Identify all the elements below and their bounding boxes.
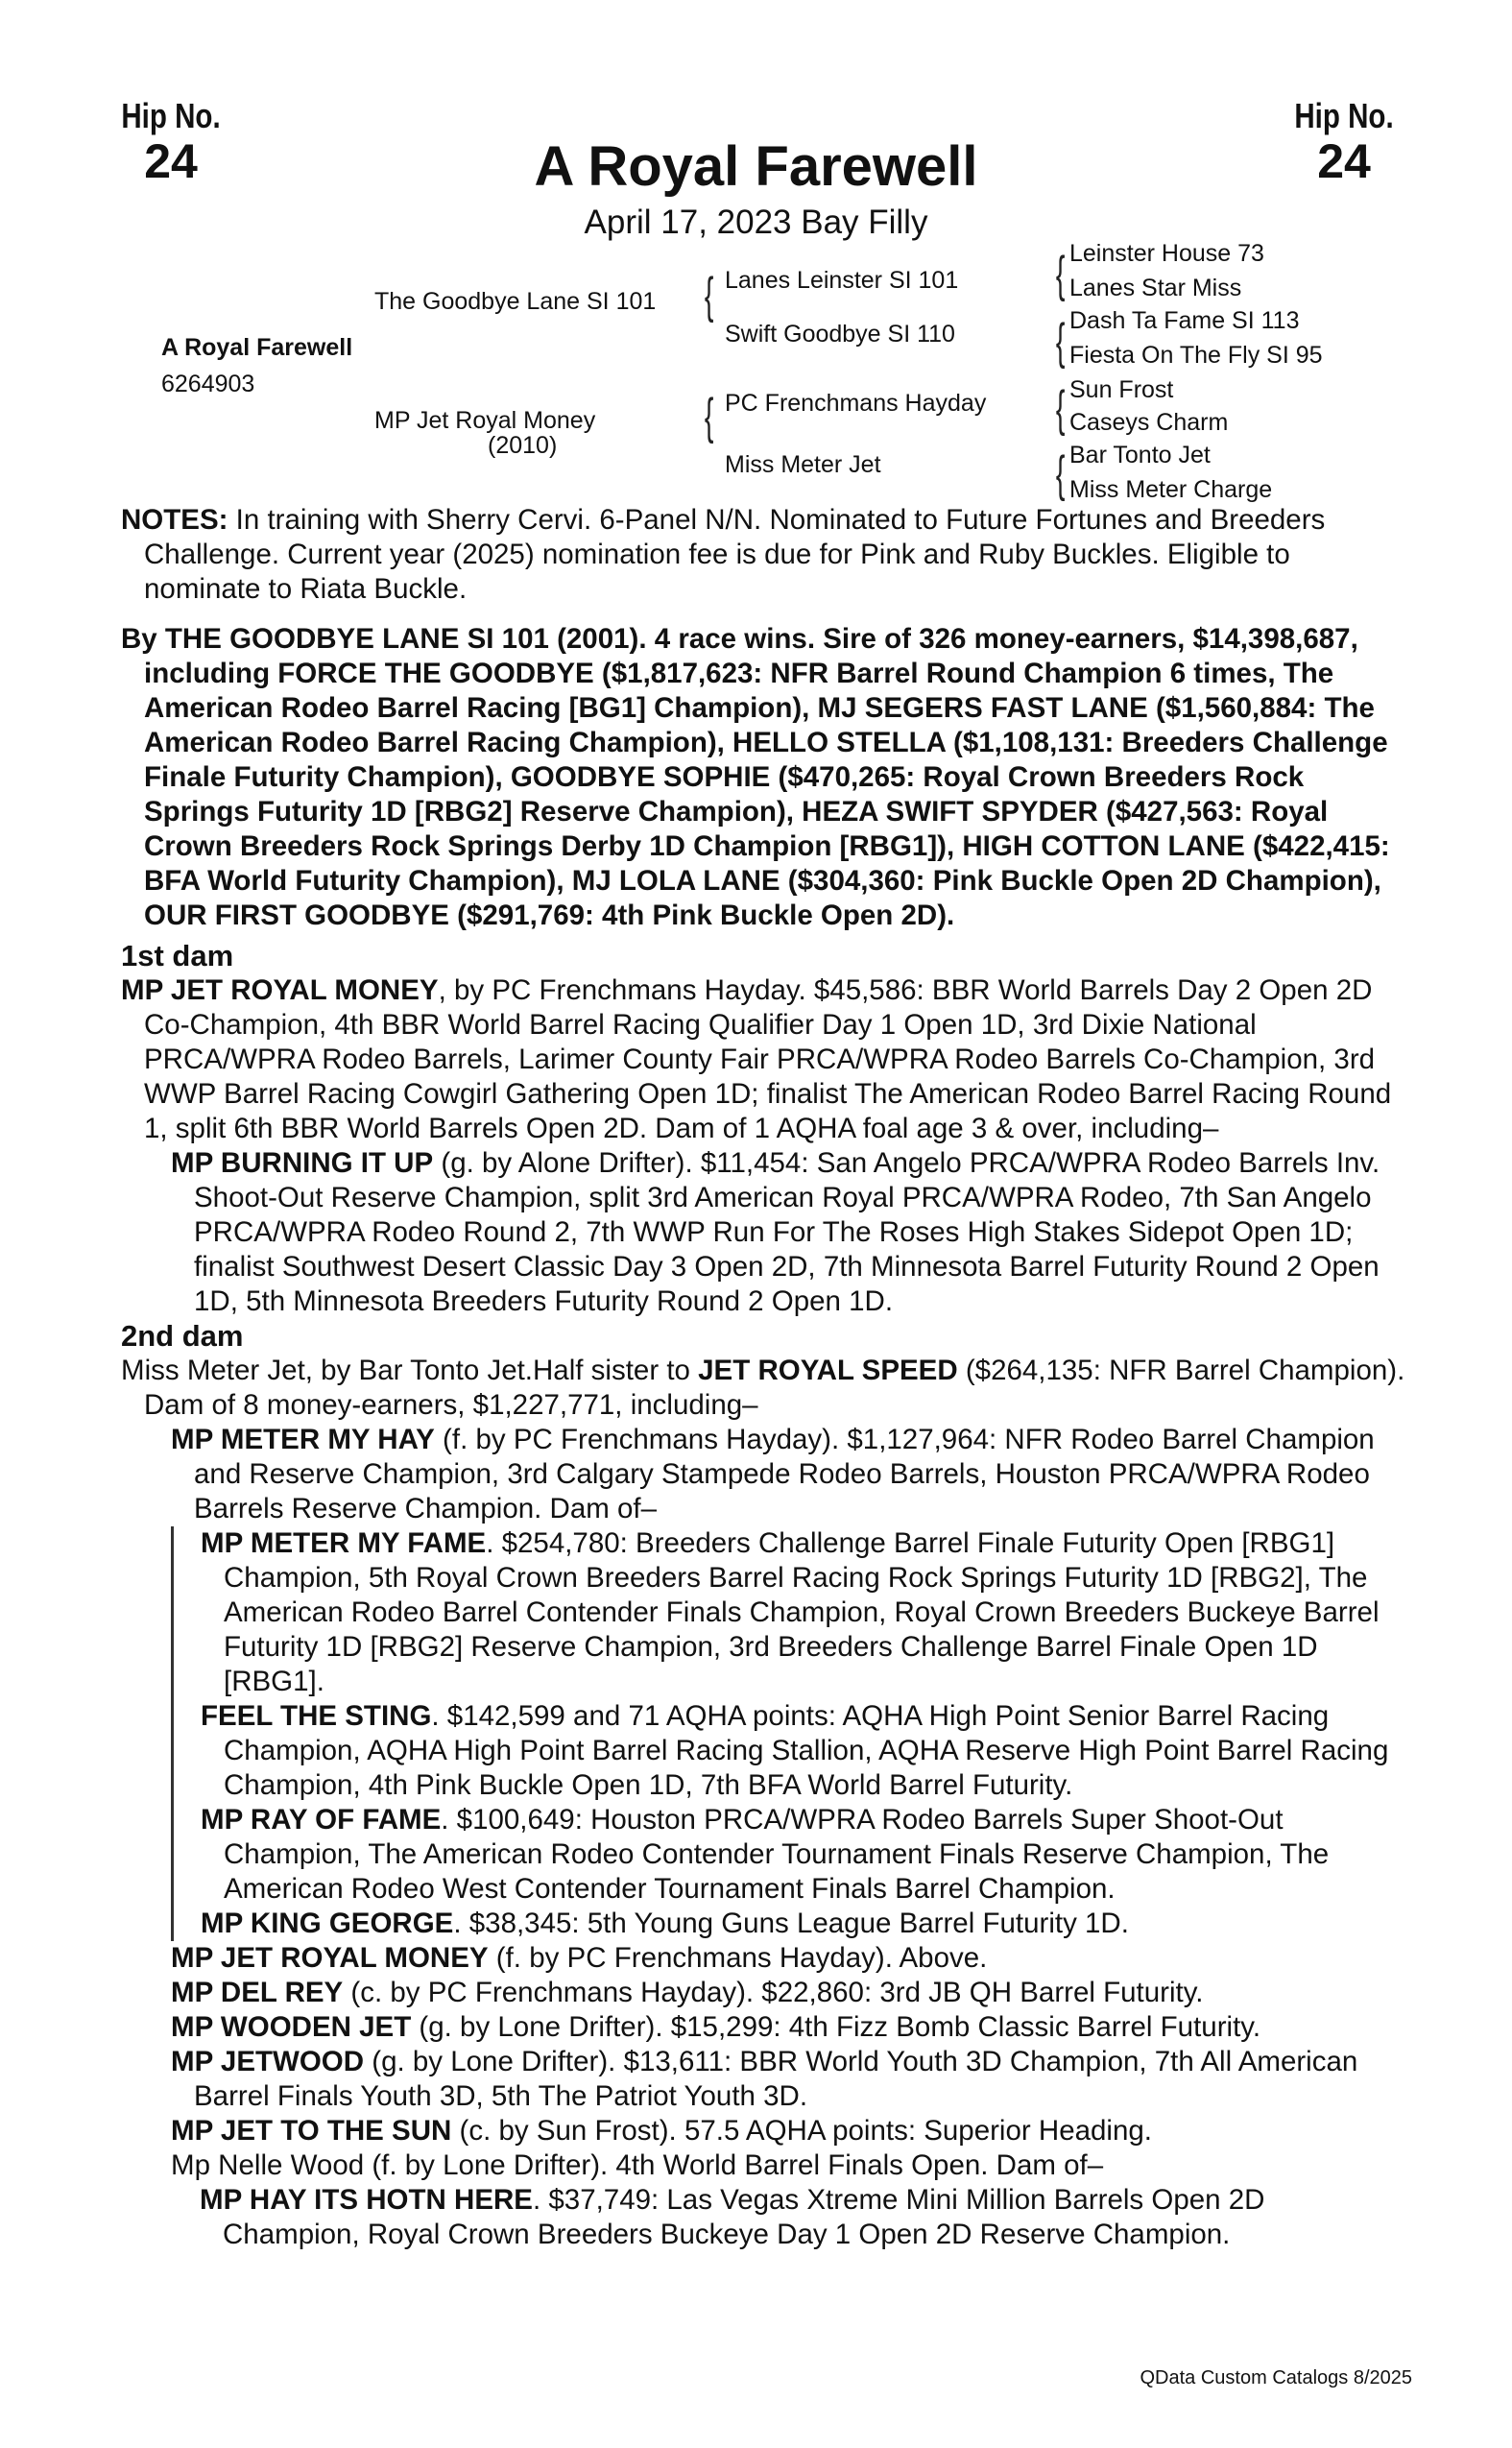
grand-foal-name: MP RAY OF FAME bbox=[201, 1804, 442, 1836]
foal-name: MP JET TO THE SUN bbox=[171, 2115, 452, 2147]
brace: { bbox=[1055, 446, 1066, 502]
brace: { bbox=[1055, 247, 1066, 302]
first-dam-name: MP JET ROYAL MONEY bbox=[121, 974, 439, 1006]
grand-foal bbox=[201, 1526, 1407, 1699]
pedigree-dds: Bar Tonto Jet bbox=[1069, 442, 1211, 468]
foal-name: MP JET ROYAL MONEY bbox=[171, 1942, 489, 1974]
pedigree-sss: Leinster House 73 bbox=[1069, 240, 1264, 267]
foal-text: (g. by Lone Drifter). $13,611: BBR World Youth 3D Champion, 7th All American Barrel Finals Youth 3D, 5th The Patriot Youth 3D. bbox=[194, 2046, 1358, 2112]
page-title: A Royal Farewell bbox=[534, 135, 978, 198]
pedigree-sdd: Fiesta On The Fly SI 95 bbox=[1069, 342, 1323, 369]
catalog-body bbox=[121, 503, 1407, 2252]
second-dam-foal bbox=[171, 2045, 1407, 2114]
foal-text: . $37,749: Las Vegas Xtreme Mini Million Barrels Open 2D Champion, Royal Crown Breeders Buckeye Day 1 Open 2D Reserve Champion. bbox=[223, 2184, 1265, 2250]
brace: { bbox=[704, 268, 714, 324]
foal-name: MP BURNING IT UP bbox=[171, 1147, 434, 1179]
foal-name: MP METER MY HAY bbox=[171, 1424, 435, 1455]
pedigree-subject: A Royal Farewell bbox=[161, 334, 353, 361]
pedigree-dam-sire: PC Frenchmans Hayday bbox=[725, 390, 987, 417]
second-dam-foal bbox=[171, 1976, 1407, 2010]
pedigree-dss: Sun Frost bbox=[1069, 376, 1174, 403]
foal-text: (g. by Alone Drifter). $11,454: San Angelo PRCA/WPRA Rodeo Barrels Inv. Shoot-Out Reserve Champion, split 3rd American Royal PRCA/WPRA Rodeo, 7th San Angelo PRCA/WPRA Rodeo Round 2, 7th WWP Run For The Roses High Stakes Sidepot Open 1D; finalist Southwest Desert Classic Day 3 Open 2D, 7th Minnesota Barrel Futurity Round 2 Open 1D, 5th Minnesota Breeders Futurity Round 2 Open 1D. bbox=[194, 1147, 1380, 1317]
first-dam-text: , by PC Frenchmans Hayday. $45,586: BBR World Barrels Day 2 Open 2D Co-Champion, 4th BBR World Barrel Racing Qualifier Day 1 Open 1D, 3rd Dixie National PRCA/WPRA Rodeo Barrels, Larimer County Fair PRCA/WPRA Rodeo Barrels Co-Champion, 3rd WWP Barrel Racing Cowgirl Gathering Open 1D; finalist The American Rodeo Barrel Racing Round 1, split 6th BBR World Barrels Open 2D. Dam of 1 AQHA foal age 3 & over, including– bbox=[144, 974, 1392, 1144]
pedigree-sds: Dash Ta Fame SI 113 bbox=[1069, 307, 1300, 334]
pedigree-dam-dam: Miss Meter Jet bbox=[725, 451, 881, 478]
second-dam-foal bbox=[171, 2010, 1407, 2045]
foal-text: (f. by PC Frenchmans Hayday). Above. bbox=[488, 1942, 988, 1974]
foal-text: (c. by PC Frenchmans Hayday). $22,860: 3rd JB QH Barrel Futurity. bbox=[343, 1977, 1204, 2008]
second-dam-foal: Mp Nelle Wood (f. by Lone Drifter). 4th World Barrel Finals Open. Dam of– bbox=[171, 2149, 1104, 2181]
second-dam-foal bbox=[171, 1941, 1407, 1976]
pedigree-sire-dam: Swift Goodbye SI 110 bbox=[725, 321, 955, 348]
second-dam-heading: 2nd dam bbox=[121, 1319, 244, 1353]
brace: { bbox=[1055, 381, 1066, 437]
foal-name: MP JETWOOD bbox=[171, 2046, 365, 2077]
foal-text: (f. by PC Frenchmans Hayday). $1,127,964: NFR Rodeo Barrel Champion and Reserve Champion, 3rd Calgary Stampede Rodeo Barrels, Houston PRCA/WPRA Rodeo Barrels Reserve Champion. Dam of– bbox=[194, 1424, 1375, 1524]
foal-name: MP WOODEN JET bbox=[171, 2011, 412, 2043]
grand-foal-name: MP KING GEORGE bbox=[201, 1908, 454, 1939]
foal-name: MP HAY ITS HOTN HERE bbox=[200, 2184, 533, 2216]
grand-foal-text: . $38,345: 5th Young Guns League Barrel Futurity 1D. bbox=[453, 1908, 1129, 1939]
grand-foal-group bbox=[171, 1526, 1407, 1941]
grand-foal bbox=[201, 1803, 1407, 1907]
foal-text: (c. by Sun Frost). 57.5 AQHA points: Superior Heading. bbox=[451, 2115, 1152, 2147]
pedigree-dam-year: (2010) bbox=[488, 432, 558, 459]
foaling-info: April 17, 2023 Bay Filly bbox=[584, 204, 928, 241]
grand-foal-name: MP METER MY FAME bbox=[201, 1527, 487, 1559]
sibling-name: JET ROYAL SPEED bbox=[698, 1355, 958, 1386]
sibling-text: ($264,135: NFR Barrel Champion). Dam of 8 money-earners, $1,227,771, including– bbox=[144, 1355, 1405, 1421]
hip-number: 24 bbox=[1317, 134, 1371, 188]
foal-text: (g. by Lone Drifter). $15,299: 4th Fizz Bomb Classic Barrel Futurity. bbox=[411, 2011, 1261, 2043]
sire-paragraph: By THE GOODBYE LANE SI 101 (2001). 4 race wins. Sire of 326 money-earners, $14,398,687, including FORCE THE GOODBYE ($1,817,623: NFR Barrel Round Champion 6 times, The American Rodeo Barrel Racing [BG1] Champion), MJ SEGERS FAST LANE ($1,560,884: The American Rodeo Barrel Racing Champion), HELLO STELLA ($1,108,131: Breeders Challenge Finale Futurity Champion), GOODBYE SOPHIE ($470,265: Royal Crown Breeders Rock Springs Futurity 1D [RBG2] Reserve Champion), HEZA SWIFT SPYDER ($427,563: Royal Crown Breeders Rock Springs Derby 1D Champion [RBG1]), HIGH COTTON LANE ($422,415: BFA World Futurity Champion), MJ LOLA LANE ($304,360: Pink Buckle Open 2D Champion), OUR FIRST GOODBYE ($291,769: 4th Pink Buckle Open 2D). bbox=[121, 623, 1390, 931]
brace: { bbox=[1055, 314, 1066, 370]
pedigree-ssd: Lanes Star Miss bbox=[1069, 275, 1242, 301]
second-dam-foal bbox=[171, 1423, 1407, 1526]
second-dam-foal bbox=[171, 2114, 1407, 2148]
pedigree-dsd: Caseys Charm bbox=[1069, 409, 1229, 436]
grand-foal-text: . $100,649: Houston PRCA/WPRA Rodeo Barrels Super Shoot-Out Champion, The American Rodeo Contender Tournament Finals Reserve Champion, The American Rodeo West Contender Tournament Finals Barrel Champion. bbox=[224, 1804, 1330, 1905]
first-dam-paragraph bbox=[121, 973, 1407, 1146]
nelle-foal bbox=[200, 2183, 1407, 2252]
notes-paragraph bbox=[121, 503, 1407, 607]
foal-name: MP DEL REY bbox=[171, 1977, 344, 2008]
brace: { bbox=[704, 389, 714, 444]
notes-label: NOTES: bbox=[121, 504, 228, 536]
pedigree-ddd: Miss Meter Charge bbox=[1069, 476, 1273, 503]
catalog-footer: QData Custom Catalogs 8/2025 bbox=[1140, 2367, 1412, 2388]
grand-foal-text: . $254,780: Breeders Challenge Barrel Finale Futurity Open [RBG1] Champion, 5th Royal Crown Breeders Barrel Racing Rock Springs Futurity 1D [RBG2], The American Rodeo Barrel Contender Finals Champion, Royal Crown Breeders Buckeye Barrel Futurity 1D [RBG2] Reserve Champion, 3rd Breeders Challenge Barrel Finale Open 1D [RBG1]. bbox=[224, 1527, 1380, 1697]
grand-foal bbox=[201, 1907, 1407, 1941]
hip-label: Hip No. bbox=[121, 96, 221, 135]
second-dam-paragraph bbox=[121, 1354, 1407, 1423]
pedigree-sire-sire: Lanes Leinster SI 101 bbox=[725, 267, 959, 294]
grand-foal bbox=[201, 1699, 1407, 1803]
pedigree-sire: The Goodbye Lane SI 101 bbox=[374, 288, 657, 315]
hip-number: 24 bbox=[144, 134, 198, 188]
pedigree-dam: MP Jet Royal Money bbox=[374, 407, 596, 434]
grand-foal-text: . $142,599 and 71 AQHA points: AQHA High Point Senior Barrel Racing Champion, AQHA High Point Barrel Racing Stallion, AQHA Reserve High Point Barrel Racing Champion, 4th Pink Buckle Open 1D, 7th BFA World Barrel Futurity. bbox=[224, 1700, 1389, 1801]
notes-text: In training with Sherry Cervi. 6-Panel N/N. Nominated to Future Fortunes and Breeders Challenge. Current year (2025) nomination fee is due for Pink and Ruby Buckles. Eligible to nominate to Riata Buckle. bbox=[144, 504, 1326, 605]
grand-foal-name: FEEL THE STING bbox=[201, 1700, 432, 1732]
pedigree-registration: 6264903 bbox=[161, 371, 255, 397]
second-dam-intro: Miss Meter Jet, by Bar Tonto Jet.Half sister to bbox=[121, 1355, 699, 1386]
first-dam-foal bbox=[171, 1146, 1407, 1319]
hip-label: Hip No. bbox=[1294, 96, 1394, 135]
first-dam-heading: 1st dam bbox=[121, 939, 234, 972]
